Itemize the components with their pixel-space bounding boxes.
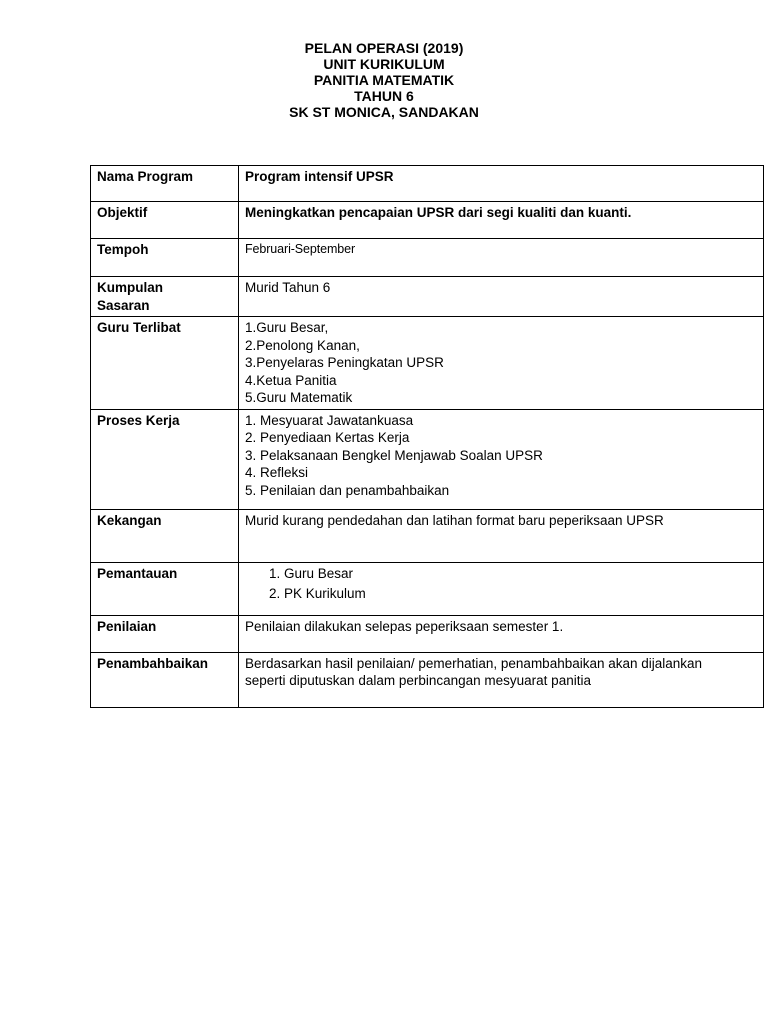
- list-item: 3. Pelaksanaan Bengkel Menjawab Soalan UPSR: [245, 447, 543, 463]
- header-school: SK ST MONICA, SANDAKAN: [289, 104, 479, 120]
- value-objektif: Meningkatkan pencapaian UPSR dari segi kualiti dan kuanti.: [239, 202, 764, 239]
- value-pemantauan: [239, 562, 764, 615]
- row-kumpulan-sasaran: [91, 277, 764, 317]
- list-item: 1. Guru Besar: [269, 565, 354, 581]
- label-proses-kerja: Proses Kerja: [91, 409, 239, 509]
- penambahbaikan-line-2: seperti diputuskan dalam perbincangan mesyuarat panitia: [245, 673, 591, 688]
- value-kumpulan-sasaran: Murid Tahun 6: [239, 277, 764, 317]
- row-proses-kerja: [91, 409, 764, 509]
- row-penambahbaikan: [91, 652, 764, 707]
- label-pemantauan: Pemantauan: [91, 562, 239, 615]
- value-proses-kerja: [239, 409, 764, 509]
- list-item: 2.Penolong Kanan,: [245, 337, 360, 353]
- document-header: [0, 40, 768, 120]
- header-panitia: PANITIA MATEMATIK: [313, 72, 455, 88]
- header-unit: UNIT KURIKULUM: [323, 56, 445, 72]
- list-item: 5.Guru Matematik: [245, 390, 353, 405]
- row-kekangan: [91, 509, 764, 562]
- label-tempoh: Tempoh: [91, 239, 239, 277]
- pemantauan-list: [245, 565, 757, 603]
- label-penambahbaikan: Penambahbaikan: [91, 652, 239, 707]
- penambahbaikan-line-1: Berdasarkan hasil penilaian/ pemerhatian, penambahbaikan akan dijalankan: [245, 655, 703, 671]
- value-tempoh: Februari-September: [239, 239, 764, 277]
- plan-table: [90, 165, 764, 708]
- list-item: 1. Mesyuarat Jawatankuasa: [245, 412, 414, 428]
- list-item: 1.Guru Besar,: [245, 320, 329, 335]
- label-kumpulan-sasaran: [91, 277, 239, 317]
- value-penilaian: Penilaian dilakukan selepas peperiksaan semester 1.: [239, 615, 764, 652]
- list-item: 3.Penyelaras Peningkatan UPSR: [245, 355, 444, 370]
- value-kekangan: Murid kurang pendedahan dan latihan format baru peperiksaan UPSR: [239, 509, 764, 562]
- row-guru-terlibat: [91, 317, 764, 410]
- header-title: PELAN OPERASI (2019): [304, 40, 464, 56]
- list-item: 5. Penilaian dan penambahbaikan: [245, 482, 450, 498]
- list-item: 4. Refleksi: [245, 465, 309, 480]
- row-pemantauan: [91, 562, 764, 615]
- value-nama-program: Program intensif UPSR: [239, 166, 764, 202]
- row-tempoh: [91, 239, 764, 277]
- label-kekangan: Kekangan: [91, 509, 239, 562]
- value-penambahbaikan: [239, 652, 764, 707]
- label-sasaran: Sasaran: [97, 297, 150, 313]
- label-objektif: Objektif: [91, 202, 239, 239]
- row-penilaian: [91, 615, 764, 652]
- label-guru-terlibat: Guru Terlibat: [91, 317, 239, 410]
- value-guru-terlibat: [239, 317, 764, 410]
- label-kumpulan: Kumpulan: [97, 280, 163, 295]
- row-objektif: [91, 202, 764, 239]
- label-nama-program: Nama Program: [91, 166, 239, 202]
- header-tahun: TAHUN 6: [354, 88, 414, 104]
- list-item: 2. PK Kurikulum: [269, 586, 366, 601]
- row-nama-program: [91, 166, 764, 202]
- list-item: 2. Penyediaan Kertas Kerja: [245, 430, 410, 445]
- list-item: 4.Ketua Panitia: [245, 372, 337, 388]
- label-penilaian: Penilaian: [91, 615, 239, 652]
